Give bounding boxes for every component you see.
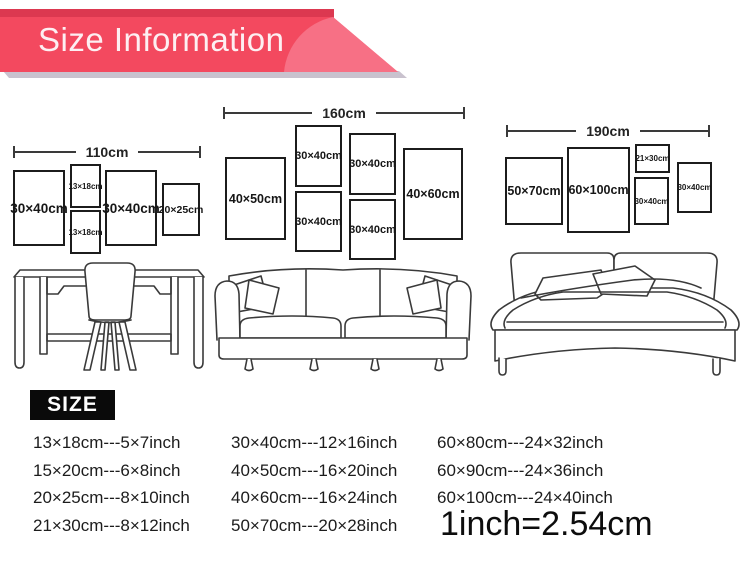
size-table-column-1 [33,429,190,539]
measure-tick-right-icon [463,107,465,119]
frame-30x40cm: 30×40cm [634,177,669,225]
size-conversion-row: 13×18cm---5×7inch [33,433,181,452]
size-conversion-row: 30×40cm---12×16inch [231,433,398,452]
size-table-column-3 [437,429,613,512]
frame-30x40cm: 30×40cm [295,191,342,252]
measure-label: 190cm [586,123,630,139]
measure-label: 110cm [85,144,129,160]
frame-60x100cm: 60×100cm [567,147,630,233]
sofa-base [219,338,467,359]
frame-30x40cm: 30×40cm [677,162,712,213]
sofa-drawing [203,262,483,376]
frame-30x40cm: 30×40cm [349,199,396,260]
size-conversion-row: 15×20cm---6×8inch [33,460,181,480]
measure-line [640,130,708,132]
bed-base [495,330,735,361]
size-conversion-row: 21×30cm---8×12inch [33,515,190,535]
desk-chair-icon [10,258,208,374]
frame-30x40cm: 30×40cm [295,125,342,187]
frame-30x40cm: 30×40cm [105,170,157,246]
size-conversion-row: 20×25cm---8×10inch [33,488,190,507]
inch-conversion-note: 1inch=2.54cm [440,505,653,543]
measure-line [376,112,463,114]
desk-and-chair-drawing [10,258,208,374]
frame-30x40cm: 30×40cm [349,133,396,195]
size-conversion-row: 60×100cm---24×40inch [437,488,613,507]
wall-width-measure [223,106,465,120]
frame-40x60cm: 40×60cm [403,148,463,240]
size-conversion-row: 60×80cm---24×32inch [437,433,604,452]
bed-feet [499,358,720,375]
measure-line [225,112,312,114]
measure-tick-right-icon [708,125,710,137]
size-heading: SIZE [30,390,115,420]
frame-13x18cm: 13×18cm [70,210,101,254]
sofa-icon [203,262,483,376]
frame-21x30cm: 21×30cm [635,144,670,173]
banner-shadow [3,71,407,78]
size-conversion-row: 40×50cm---16×20inch [231,460,398,480]
measure-line [15,151,76,153]
size-conversion-row: 50×70cm---20×28inch [231,515,398,535]
sofa-feet [245,359,443,371]
wall-width-measure [13,145,201,159]
frame-13x18cm: 13×18cm [70,164,101,208]
wall-width-measure [506,124,710,138]
size-table-column-2 [231,429,397,539]
measure-line [138,151,199,153]
frame-20x25cm: 20×25cm [162,183,200,236]
size-conversion-row: 40×60cm---16×24inch [231,488,398,507]
measure-tick-right-icon [199,146,201,158]
bed-drawing [483,250,747,380]
frame-30x40cm: 30×40cm [13,170,65,246]
chair [84,263,136,370]
banner-fold [0,9,334,18]
page-title: Size Information [38,21,285,58]
size-conversion-row: 60×90cm---24×36inch [437,460,604,480]
measure-line [508,130,576,132]
frame-40x50cm: 40×50cm [225,157,286,240]
measure-label: 160cm [322,105,366,121]
bed-icon [483,250,747,380]
frame-50x70cm: 50×70cm [505,157,563,225]
